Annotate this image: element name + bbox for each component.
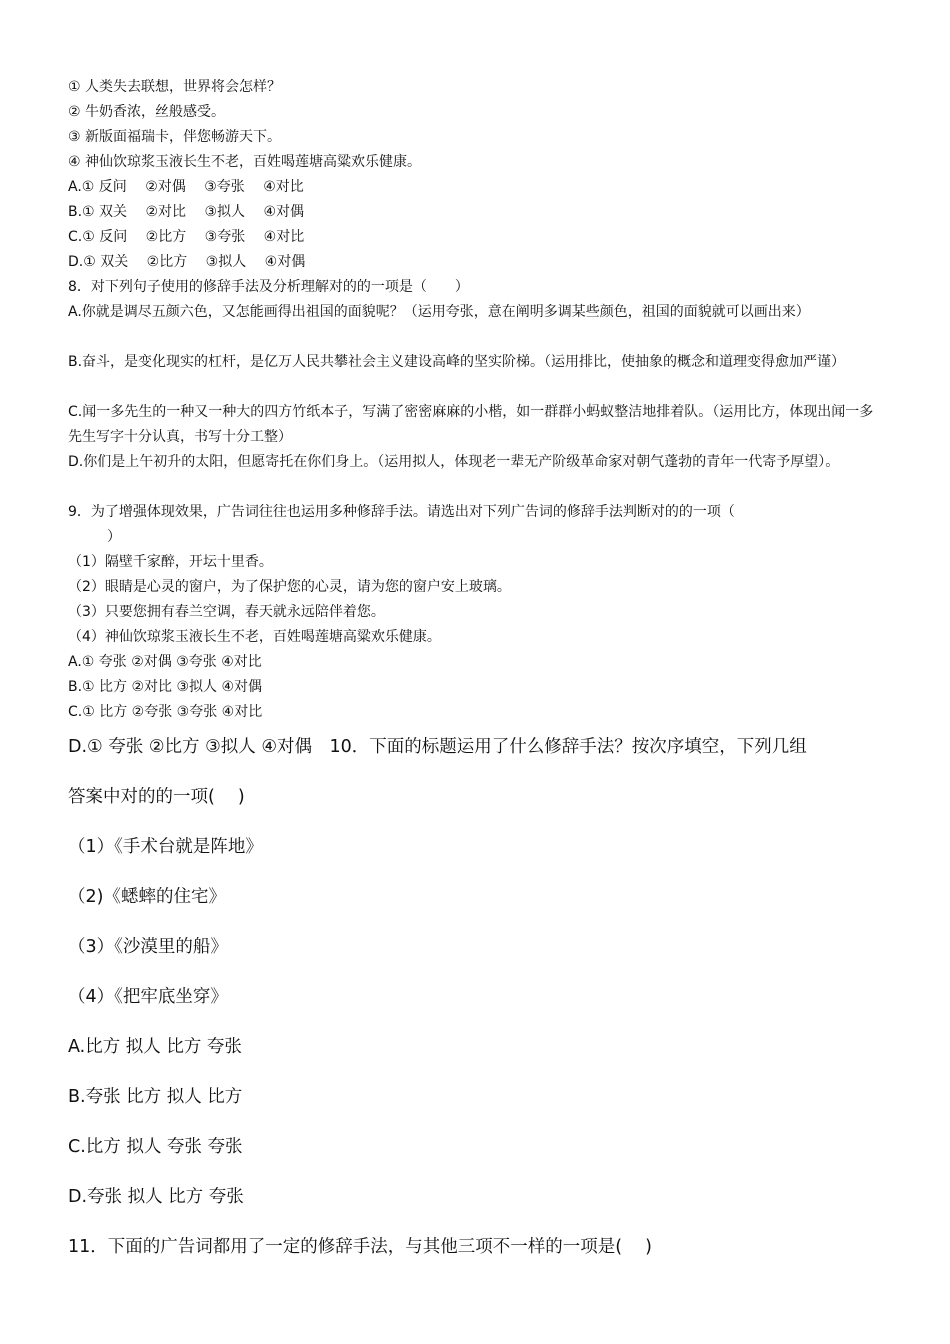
q9-option-b: B.① 比方 ②对比 ③拟人 ④对偶 [68, 679, 263, 695]
q7-item-4: ④ 神仙饮琼浆玉液长生不老，百姓喝莲塘高粱欢乐健康。 [68, 154, 421, 170]
q8-option-b: B.奋斗，是变化现实的杠杆，是亿万人民共攀社会主义建设高峰的坚实阶梯。（运用排比，使抽象的概念和道理变得愈加严谨） [68, 354, 846, 370]
q10-stem-line-2: 答案中对的的一项( ) [68, 787, 245, 807]
q8-option-c: C.闻一多先生的一种又一种大的四方竹纸本子，写满了密密麻麻的小楷，如一群群小蚂蚁整洁地排着队。（运用比方，体现出闻一多先生写字十分认真，书写十分工整） [68, 404, 874, 445]
q8-option-d: D.你们是上午初升的太阳，但愿寄托在你们身上。（运用拟人，体现老一辈无产阶级革命家对朝气蓬勃的青年一代寄予厚望）。 [68, 454, 840, 470]
q7-item-2: ② 牛奶香浓，丝般感受。 [68, 104, 226, 120]
q10-item-1: （1）《手术台就是阵地》 [68, 837, 263, 857]
q9-stem-line-1: 9．为了增强体现效果，广告词往往也运用多种修辞手法。请选出对下列广告词的修辞手法判断对的的一项（ [68, 504, 735, 520]
q9-item-1: （1）隔壁千家醉，开坛十里香。 [68, 554, 273, 570]
q7-option-a: A.① 反问 ②对偶 ③夸张 ④对比 [68, 179, 304, 195]
q9-option-a: A.① 夸张 ②对偶 ③夸张 ④对比 [68, 654, 262, 670]
q9-stem-line-2: ） [107, 529, 121, 545]
q10-option-b: B.夸张 比方 拟人 比方 [68, 1087, 243, 1107]
q10-option-c: C.比方 拟人 夸张 夸张 [68, 1137, 243, 1157]
q7-item-3: ③ 新版面福瑞卡，伴您畅游天下。 [68, 129, 282, 145]
q11-stem: 11．下面的广告词都用了一定的修辞手法，与其他三项不一样的一项是( ) [68, 1237, 652, 1257]
q7-option-c: C.① 反问 ②比方 ③夸张 ④对比 [68, 229, 305, 245]
q8-stem: 8．对下列句子使用的修辞手法及分析理解对的的一项是（ ） [68, 279, 469, 295]
q8-option-a: A.你就是调尽五颜六色，又怎能画得出祖国的面貌呢？（运用夸张，意在阐明多调某些颜色，祖国的面貌就可以画出来） [68, 304, 810, 320]
q10-option-d: D.夸张 拟人 比方 夸张 [68, 1187, 244, 1207]
q9-item-4: （4）神仙饮琼浆玉液长生不老，百姓喝莲塘高粱欢乐健康。 [68, 629, 441, 645]
q7-option-b: B.① 双关 ②对比 ③拟人 ④对偶 [68, 204, 305, 220]
q7-item-1: ① 人类失去联想，世界将会怎样？ [68, 79, 282, 95]
q9-option-d-q10-stem: D.① 夸张 ②比方 ③拟人 ④对偶 10．下面的标题运用了什么修辞手法？按次序填空，下列几组 [68, 737, 807, 757]
q7-option-d: D.① 双关 ②比方 ③拟人 ④对偶 [68, 254, 306, 270]
q10-item-2: （2)《蟋蟀的住宅》 [68, 887, 226, 907]
q9-option-c: C.① 比方 ②夸张 ③夸张 ④对比 [68, 704, 263, 720]
q10-option-a: A.比方 拟人 比方 夸张 [68, 1037, 242, 1057]
q10-item-4: （4）《把牢底坐穿》 [68, 987, 228, 1007]
q9-item-2: （2）眼睛是心灵的窗户，为了保护您的心灵，请为您的窗户安上玻璃。 [68, 579, 511, 595]
q10-item-3: （3）《沙漠里的船》 [68, 937, 228, 957]
q9-item-3: （3）只要您拥有春兰空调，春天就永远陪伴着您。 [68, 604, 385, 620]
